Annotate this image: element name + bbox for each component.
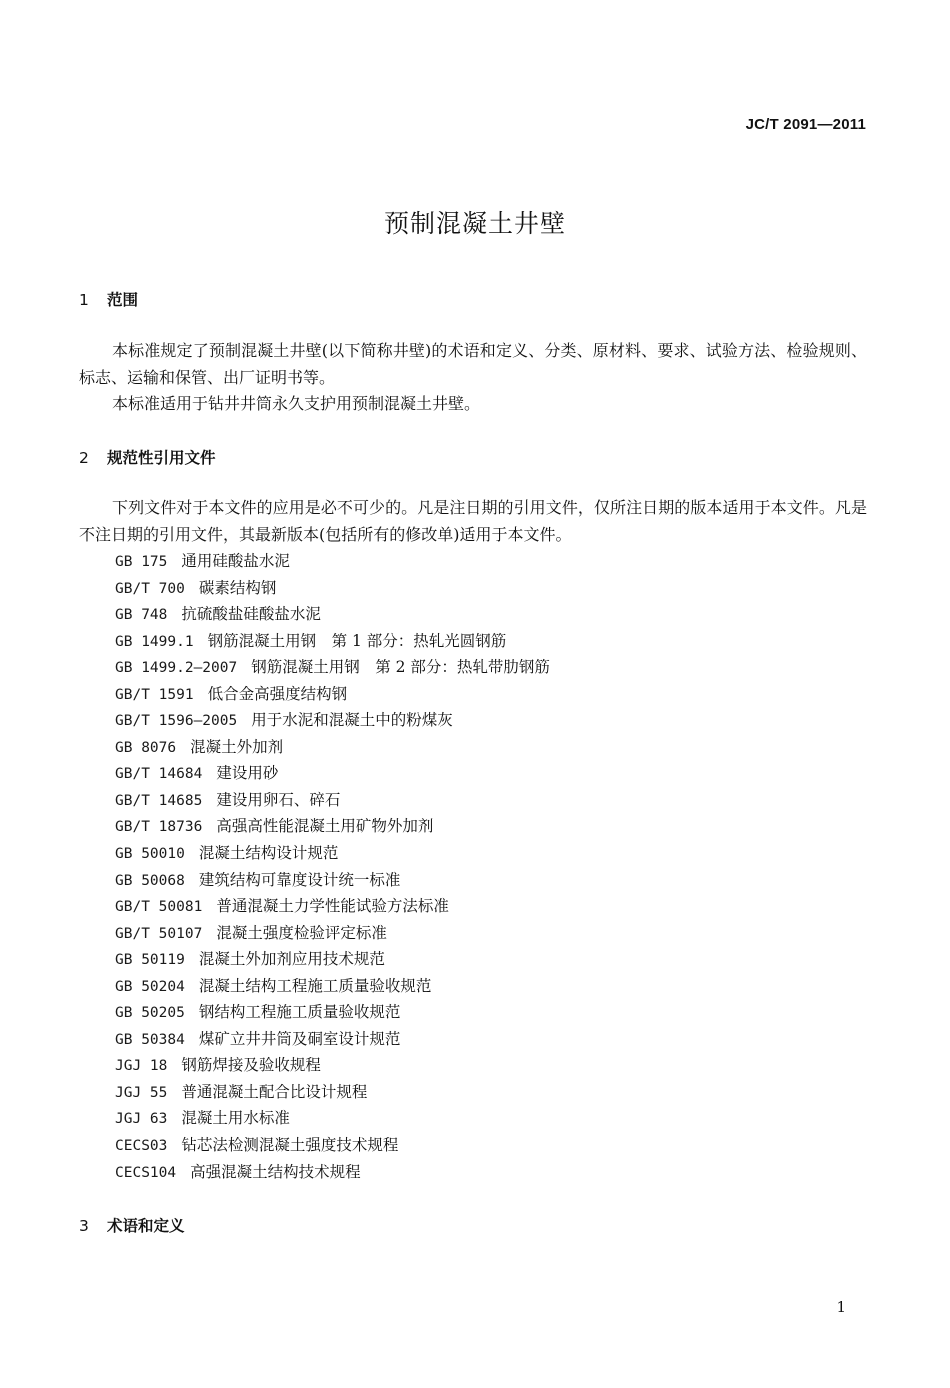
reference-code: JGJ 18 (115, 1058, 168, 1075)
reference-code: GB/T 1591 (115, 686, 194, 703)
reference-code: GB 50384 (115, 1031, 185, 1048)
reference-item (115, 1026, 550, 1053)
normative-references-list (115, 548, 550, 1185)
section-3-heading (79, 1214, 185, 1236)
reference-title: 钢筋焊接及验收规程 (181, 1056, 321, 1075)
reference-item (115, 707, 550, 734)
reference-title: 混凝土用水标准 (181, 1109, 290, 1128)
reference-code: GB/T 14685 (115, 792, 203, 809)
reference-code: GB 748 (115, 607, 168, 624)
reference-title: 混凝土结构工程施工质量验收规范 (198, 976, 432, 995)
reference-item (115, 1105, 550, 1132)
reference-title: 混凝土外加剂应用技术规范 (198, 950, 385, 969)
reference-code: GB/T 14684 (115, 766, 203, 783)
reference-item (115, 867, 550, 894)
reference-title: 高强混凝土结构技术规程 (190, 1162, 361, 1181)
reference-code: GB/T 1596—2005 (115, 713, 238, 730)
reference-code: GB 50204 (115, 978, 185, 995)
section-title: 规范性引用文件 (107, 449, 216, 467)
reference-title: 建设用砂 (216, 764, 279, 783)
reference-title: 通用硅酸盐水泥 (181, 552, 290, 570)
reference-item (115, 734, 550, 761)
page-title: 预制混凝土井壁 (383, 209, 566, 238)
reference-title: 普通混凝土配合比设计规程 (181, 1082, 368, 1101)
reference-title: 普通混凝土力学性能试验方法标准 (216, 897, 449, 916)
page-number: 1 (836, 1298, 846, 1316)
reference-item (115, 654, 550, 681)
reference-item (115, 1079, 550, 1106)
reference-title: 高强高性能混凝土用矿物外加剂 (216, 817, 434, 836)
reference-code: CECS03 (115, 1138, 168, 1155)
reference-code: GB 8076 (115, 739, 177, 756)
reference-title: 低合金高强度结构钢 (207, 684, 348, 703)
reference-code: JGJ 63 (115, 1111, 168, 1128)
reference-code: GB/T 50081 (115, 899, 203, 916)
reference-title: 混凝土强度检验评定标准 (216, 923, 387, 942)
reference-item (115, 946, 550, 973)
reference-item (115, 760, 550, 787)
reference-title: 混凝土外加剂 (190, 737, 284, 756)
reference-title: 用于水泥和混凝土中的粉煤灰 (251, 711, 453, 730)
reference-code: GB/T 50107 (115, 925, 203, 942)
section-1-paragraph-1: 本标准规定了预制混凝土井壁(以下简称井壁)的术语和定义、分类、原材料、要求、试验方法、检验规则、标志、运输和保管、出厂证明书等。 (79, 341, 867, 387)
reference-item (115, 813, 550, 840)
section-number: 3 (79, 1217, 89, 1235)
reference-title: 钢筋混凝土用钢 第 2 部分：热轧带肋钢筋 (251, 658, 550, 677)
reference-code: GB/T 18736 (115, 819, 203, 836)
reference-title: 建筑结构可靠度设计统一标准 (198, 870, 401, 889)
reference-item (115, 1052, 550, 1079)
reference-item (115, 893, 550, 920)
reference-title: 煤矿立井井筒及硐室设计规范 (198, 1029, 401, 1048)
reference-item (115, 920, 550, 947)
reference-code: GB 1499.2—2007 (115, 660, 238, 677)
reference-code: GB 50119 (115, 952, 185, 969)
reference-item (115, 548, 550, 575)
section-2-paragraph-1: 下列文件对于本文件的应用是必不可少的。凡是注日期的引用文件，仅所注日期的版本适用于本文件。凡是不注日期的引用文件，其最新版本(包括所有的修改单)适用于本文件。 (79, 498, 867, 544)
reference-code: GB 175 (115, 554, 168, 570)
reference-item (115, 787, 550, 814)
reference-item (115, 1132, 550, 1159)
reference-item (115, 681, 550, 708)
reference-title: 钢筋混凝土用钢 第 1 部分：热轧光圆钢筋 (207, 631, 507, 650)
reference-title: 钻芯法检测混凝土强度技术规程 (181, 1136, 399, 1155)
section-2-heading (79, 446, 216, 468)
reference-item (115, 628, 550, 655)
section-title: 术语和定义 (107, 1217, 185, 1235)
section-1-heading (79, 288, 138, 310)
standard-code: JC/T 2091—2011 (745, 116, 866, 133)
reference-title: 碳素结构钢 (198, 578, 277, 597)
reference-item (115, 840, 550, 867)
reference-item (115, 973, 550, 1000)
reference-code: GB/T 700 (115, 580, 185, 597)
reference-title: 建设用卵石、碎石 (216, 790, 341, 809)
reference-item (115, 575, 550, 602)
reference-code: GB 50068 (115, 872, 185, 889)
reference-code: GB 50010 (115, 846, 185, 863)
reference-code: GB 50205 (115, 1005, 185, 1022)
section-number: 2 (79, 449, 89, 467)
reference-item (115, 1159, 550, 1186)
section-number: 1 (79, 291, 89, 309)
reference-code: CECS104 (115, 1164, 177, 1181)
reference-title: 混凝土结构设计规范 (198, 844, 339, 863)
section-1-paragraph-2: 本标准适用于钻井井筒永久支护用预制混凝土井壁。 (112, 394, 481, 413)
reference-item (115, 999, 550, 1026)
section-title: 范围 (107, 291, 139, 309)
reference-code: GB 1499.1 (115, 633, 194, 650)
reference-code: JGJ 55 (115, 1084, 168, 1101)
reference-title: 钢结构工程施工质量验收规范 (198, 1003, 401, 1022)
reference-item (115, 601, 550, 628)
reference-title: 抗硫酸盐硅酸盐水泥 (181, 605, 321, 624)
